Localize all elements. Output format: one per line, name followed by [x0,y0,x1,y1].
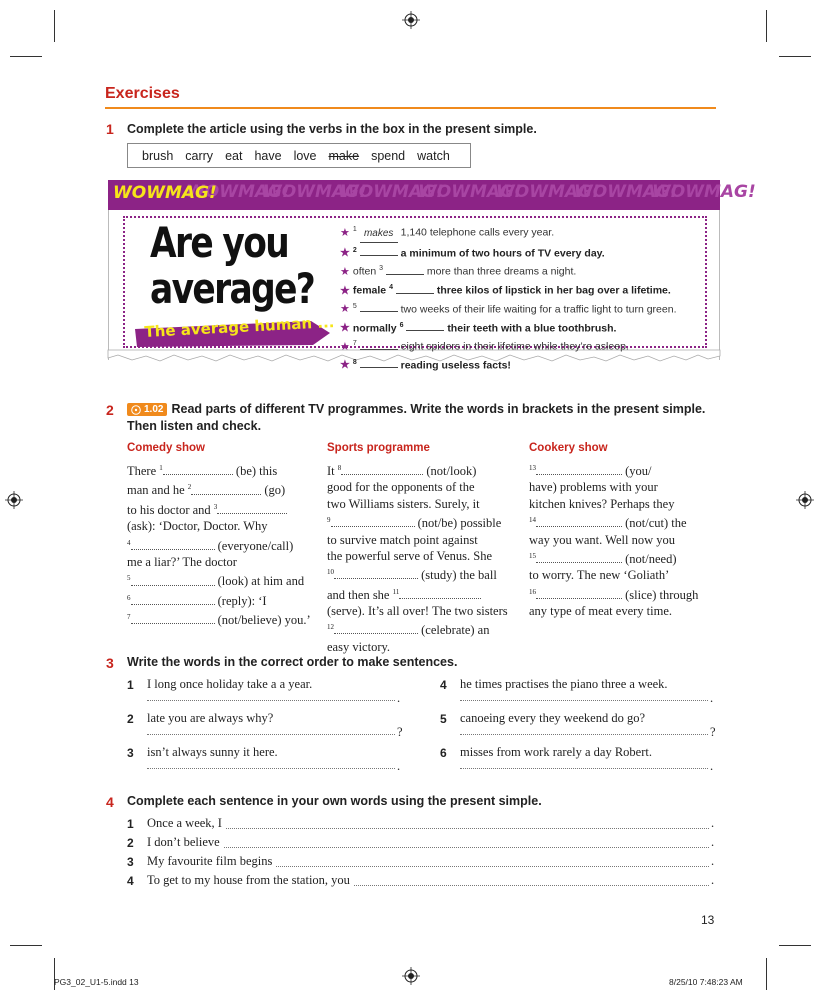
text-segment: (slice) through [625,587,699,602]
text-line [529,496,719,512]
gap-number: 13 [529,464,536,472]
text-line [529,548,719,567]
comedy-heading: Comedy show [127,442,205,454]
item-number: 2 [127,712,134,726]
fact-item [340,243,710,262]
item-number: 4 [440,678,447,692]
answer-gap[interactable] [396,284,434,294]
text-segment: (not/cut) the [625,516,687,531]
registration-mark-icon [402,11,420,29]
gap-number: 4 [127,538,131,547]
text-segment: (reply): ‘I [217,594,267,609]
gap-number: 14 [529,516,536,525]
text-line [327,548,522,564]
answer-line[interactable] [460,768,708,769]
text-segment: have) problems with your [529,480,658,495]
answer-gap[interactable] [536,553,622,563]
item-end-punctuation: . [710,759,714,773]
cookery-text [529,460,719,619]
star-icon: ★ [340,265,350,278]
text-segment: the powerful serve of Venus. She [327,548,493,563]
word-box-item: eat [225,148,243,163]
magazine-repeat-word: WOWMAG! [652,182,756,202]
text-line [127,535,317,554]
word-box-item: love [293,148,317,163]
crop-mark [10,56,42,57]
item-prompt: My favourite film begins [147,854,273,868]
item-prompt: he times practises the piano three a week. [460,677,668,691]
text-segment: (go) [264,483,286,498]
answer-gap[interactable] [191,485,261,495]
item-prompt: I long once holiday take a a year. [147,677,313,691]
text-segment: easy victory. [327,639,391,654]
article-title-line: Are you [150,218,289,267]
text-segment: to his doctor and [127,503,214,518]
gap-number: 16 [529,587,536,596]
fact-item [340,318,710,337]
sports-text [327,460,522,655]
text-line [127,518,317,534]
word-box-item: have [254,148,282,163]
fact-text: eight spiders in their lifetime while they’re asleep. [400,340,629,353]
item-number: 3 [127,855,134,869]
fact-text: their teeth with a blue toothbrush. [447,322,617,335]
exercise-number: 3 [106,655,114,671]
banner-text: The average human ... [144,313,335,341]
exercise-number: 1 [106,121,114,137]
answer-gap[interactable] [131,576,215,586]
text-segment: (be) this [235,464,278,479]
page-number: 13 [701,913,715,927]
answer-gap[interactable] [536,517,622,527]
exercise-instruction [127,402,705,416]
answer-line[interactable] [354,885,709,886]
item-number: 5 [440,712,447,726]
answer-line[interactable] [147,700,395,701]
gap-number: 1 [352,226,357,233]
gap-number: 12 [327,623,334,632]
word-box-item-struck: make [328,148,360,163]
fact-prefix: female [352,284,387,297]
answer-line[interactable] [276,866,709,867]
gap-number: 3 [379,265,384,273]
gap-number: 7 [127,613,131,622]
item-end-punctuation: ? [397,725,403,739]
text-segment: It [327,464,338,479]
text-segment: (serve). It’s all over! The two sisters [327,604,508,618]
text-line [327,460,522,479]
item-end-punctuation: . [711,835,715,849]
magazine-article [108,180,756,372]
gap-number: 6 [127,593,131,602]
text-segment: (study) the ball [421,568,497,583]
gap-number: 11 [392,587,400,596]
magazine-repeat-word: WOWMAG! [496,182,600,202]
text-segment: (not/look) [426,464,477,479]
text-line [327,639,522,655]
answer-gap[interactable] [131,595,215,605]
exercise-number: 2 [106,402,114,418]
item-number: 1 [127,678,134,692]
item-prompt: late you are always why? [147,711,274,725]
text-segment: (not/need) [625,551,677,566]
exercise-instruction: Write the words in the correct order to make sentences. [127,655,458,669]
item-number: 1 [127,817,134,831]
magazine-logo: WOWMAG! [113,183,217,203]
crop-mark [779,945,811,946]
fact-item [340,336,710,355]
answer-gap[interactable] [360,358,398,368]
star-icon: ★ [340,226,350,239]
item-prompt: canoeing every they weekend do go? [460,711,645,725]
text-line [529,584,719,603]
article-title-line: average? [150,264,315,313]
text-line [327,512,522,531]
section-rule [105,107,716,109]
fact-text: 1,140 telephone calls every year. [400,226,555,239]
crop-mark [766,10,767,42]
slug-date: 8/25/10 7:48:23 AM [669,977,743,987]
fact-prefix: normally [352,322,397,335]
item-end-punctuation: . [397,691,401,705]
item-prompt: misses from work rarely a day Robert. [460,745,652,759]
gap-number: 5 [127,574,131,583]
text-segment: me a liar?’ The doctor [127,555,237,570]
item-number: 4 [127,874,134,888]
word-box-item: brush [142,148,174,163]
text-line [127,479,317,498]
magazine-repeat-word: WOWMAG! [574,182,678,202]
item-end-punctuation: . [711,873,715,887]
text-segment: (not/be) possible [417,516,502,531]
answer-line[interactable] [147,734,395,735]
audio-badge[interactable] [127,403,167,416]
registration-mark-icon [5,491,23,509]
star-icon: ★ [340,359,350,372]
fact-text: more than three dreams a night. [426,265,577,278]
answer-gap[interactable] [406,321,444,331]
text-segment: kitchen knives? Perhaps they [529,496,675,511]
gap-number: 15 [529,551,536,560]
text-segment: two Williams sisters. Surely, it [327,496,480,511]
text-line [127,609,317,628]
text-segment: There [127,464,160,479]
crop-mark [10,945,42,946]
star-icon: ★ [340,340,350,353]
magazine-header-bar [108,180,756,210]
exercise-instruction: Complete each sentence in your own words using the present simple. [127,794,542,808]
text-line [327,496,522,512]
text-line [529,460,719,479]
answer-gap[interactable] [163,465,233,475]
gap-number: 6 [399,321,404,329]
star-icon: ★ [340,303,350,316]
text-segment: to survive match point against [327,532,478,547]
star-icon: ★ [340,284,350,297]
text-segment: (not/believe) you.’ [217,613,311,628]
text-segment: way you want. Well now you [529,532,675,547]
text-line [127,460,317,479]
word-box [127,143,471,168]
fact-item [340,299,710,318]
item-end-punctuation: . [397,759,401,773]
gap-number: 7 [352,340,357,348]
audio-track-number: 1.02 [144,404,164,416]
text-line [327,603,522,619]
text-segment: (everyone/call) [217,538,294,553]
gap-number: 5 [352,302,357,310]
registration-mark-icon [402,967,420,985]
crop-mark [779,56,811,57]
cookery-heading: Cookery show [529,442,608,454]
fact-text: reading useless facts! [400,359,511,372]
magazine-repeat-word: WOWMAG! [186,182,290,202]
item-number: 2 [127,836,134,850]
fact-item [340,355,710,374]
star-icon: ★ [340,247,350,260]
magazine-repeat-word: WOWMAG! [340,182,444,202]
text-line [529,532,719,548]
answer-gap[interactable] [131,540,215,550]
item-number: 3 [127,746,134,760]
text-line [327,619,522,638]
fact-text: two weeks of their life waiting for a traffic light to turn green. [400,303,677,316]
answer-gap[interactable] [341,465,423,475]
answer-gap[interactable] [536,589,622,599]
gap-number: 8 [352,358,357,366]
text-segment: man and he [127,483,188,498]
text-line [327,564,522,583]
item-prompt: I don’t believe [147,835,220,849]
text-segment: to worry. The new ‘Goliath’ [529,568,670,583]
star-icon: ★ [340,322,350,335]
answer-line[interactable] [460,734,708,735]
fact-item [340,222,710,243]
gap-number: 10 [327,568,334,577]
crop-mark [54,10,55,42]
text-line [127,570,317,589]
article-title [150,220,314,312]
answer-gap[interactable] [386,265,424,275]
item-prompt: To get to my house from the station, you [147,873,350,887]
text-segment: (look) at him and [217,574,305,589]
fact-text: three kilos of lipstick in her bag over a lifetime. [436,284,671,297]
answer-gap[interactable] [331,517,415,527]
answer-line[interactable] [147,768,395,769]
text-line [127,499,317,518]
gap-number: 2 [352,246,357,254]
answer-line[interactable] [224,847,709,848]
answer-gap[interactable] [360,302,398,312]
magazine-repeat-word: WOWMAG! [418,182,522,202]
text-line [327,479,522,495]
item-end-punctuation: . [710,691,714,705]
word-box-item: watch [417,148,450,163]
crop-mark [766,958,767,990]
word-box-item: spend [371,148,406,163]
answer-gap[interactable] [399,589,481,599]
answer-gap[interactable] [131,614,215,624]
text-line [529,512,719,531]
item-prompt: Once a week, I [147,816,222,830]
comedy-text [127,460,317,629]
answer-gap[interactable] [217,504,287,514]
answer-line[interactable] [226,828,709,829]
text-segment: (you/ [625,464,652,479]
fact-prefix: often [352,265,377,278]
text-line [529,603,719,619]
text-segment: any type of meat every time. [529,604,672,618]
answer-gap-filled[interactable]: makes [360,226,398,243]
sports-heading: Sports programme [327,442,430,454]
instruction-line: Then listen and check. [127,419,262,433]
gap-number: 9 [327,516,331,525]
text-line [127,590,317,609]
answer-gap[interactable] [360,340,398,350]
item-end-punctuation: . [711,816,715,830]
answer-gap[interactable] [334,569,418,579]
text-line [327,584,522,603]
text-line [529,479,719,495]
fact-item [340,261,710,280]
fact-text: a minimum of two hours of TV every day. [400,247,605,260]
gap-number: 4 [389,284,393,292]
answer-gap[interactable] [536,465,622,475]
magazine-repeat-word: WOWMAG! [263,182,367,202]
item-prompt: isn’t always sunny it here. [147,745,278,759]
text-segment: good for the opponents of the [327,480,475,495]
answer-line[interactable] [460,700,708,701]
fact-list [340,222,710,374]
item-end-punctuation: ? [710,725,716,739]
text-line [529,567,719,583]
gap-number: 2 [187,483,192,492]
text-segment: (ask): ‘Doctor, Doctor. Why [127,519,268,534]
exercise-number: 4 [106,794,114,810]
text-segment: (celebrate) an [421,623,490,638]
gap-number: 8 [337,464,342,472]
answer-gap[interactable] [360,246,398,256]
answer-gap[interactable] [334,624,418,634]
text-segment: and then she [327,587,393,602]
registration-mark-icon [796,491,814,509]
fact-item [340,280,710,299]
item-end-punctuation: . [711,854,715,868]
exercise-instruction: Complete the article using the verbs in the box in the present simple. [127,122,537,136]
slug-file: PG3_02_U1-5.indd 13 [54,977,139,987]
instruction-line: Read parts of different TV programmes. Write the words in brackets in the present simple. [171,402,706,416]
item-number: 6 [440,746,447,760]
text-line [127,554,317,570]
cd-icon [131,405,141,415]
text-line [327,532,522,548]
gap-number: 3 [213,502,218,511]
section-title: Exercises [105,85,180,102]
word-box-item: carry [185,148,214,163]
gap-number: 1 [159,464,163,472]
